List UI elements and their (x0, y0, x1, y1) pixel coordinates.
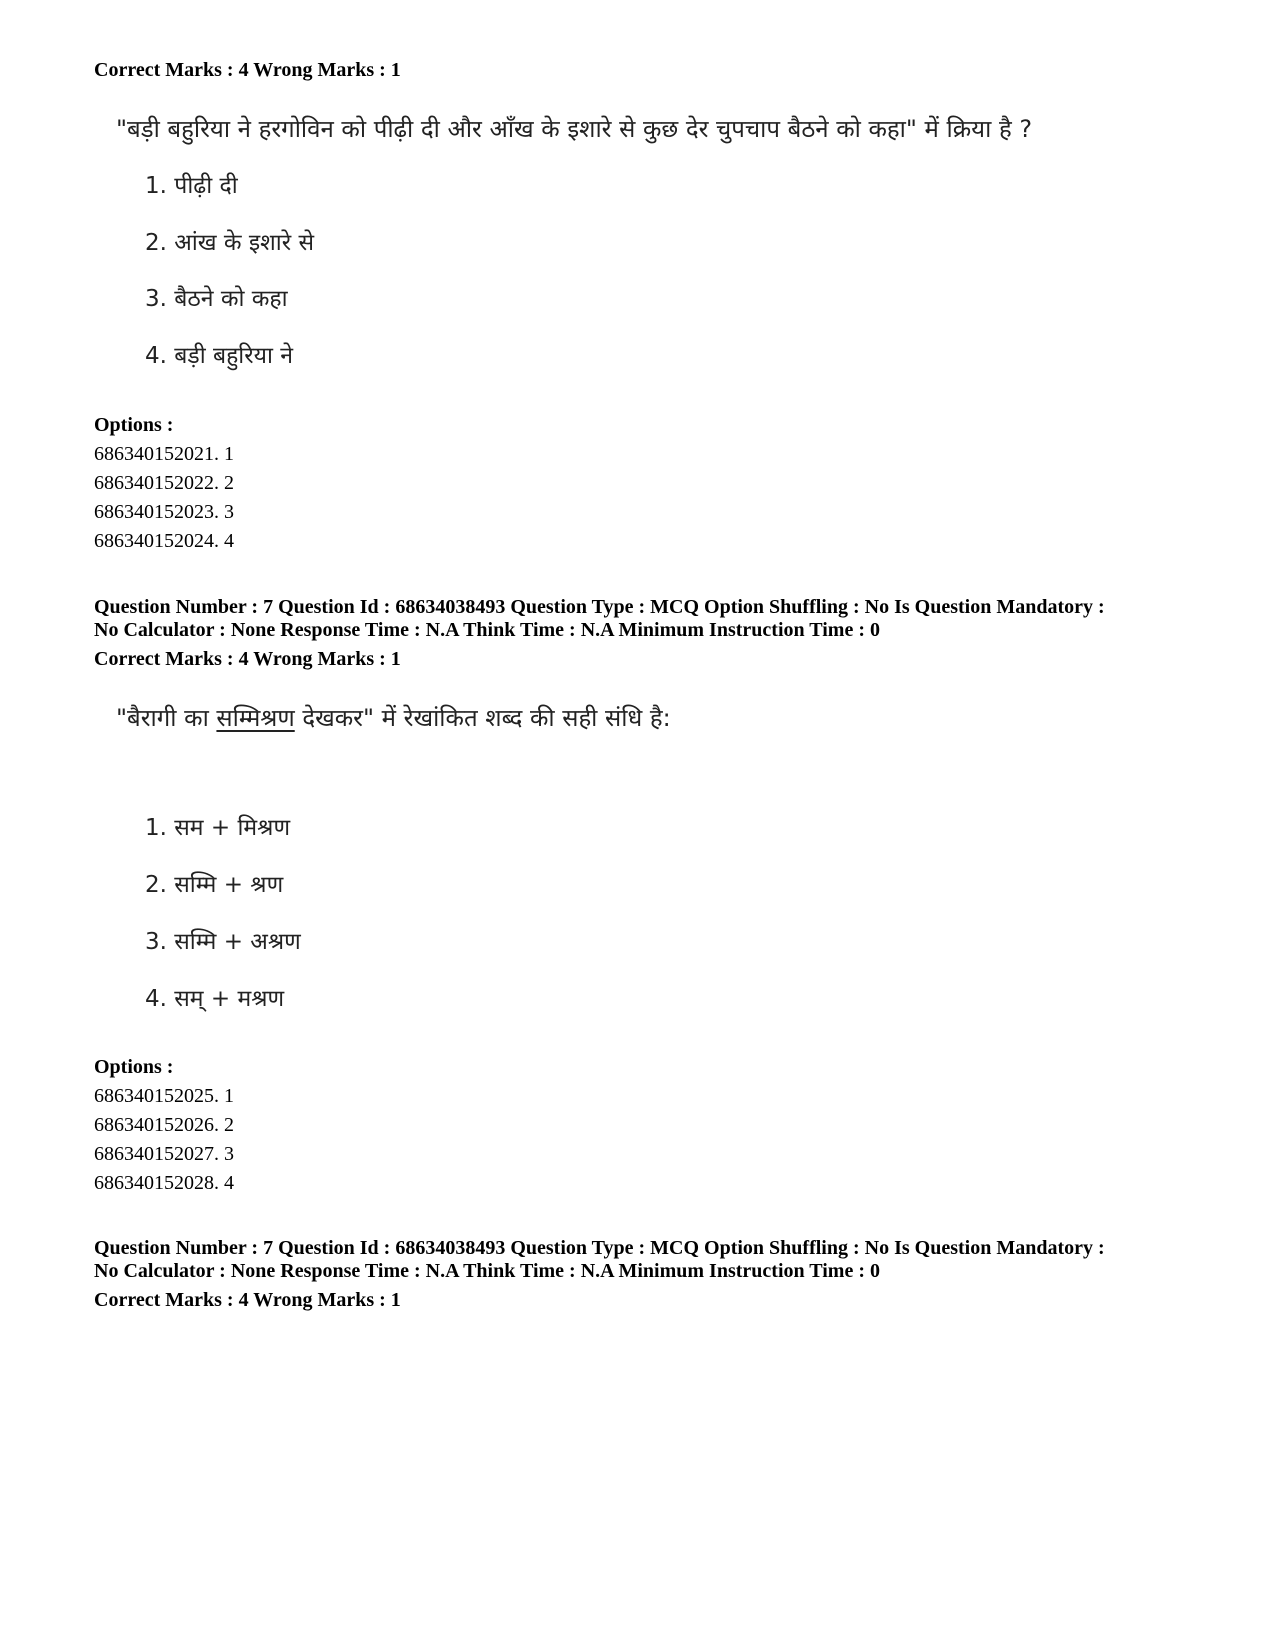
option-id-row: 686340152023. 3 (94, 501, 234, 523)
answer-choice: 4. बड़ी बहुरिया ने (145, 343, 294, 369)
marks-line: Correct Marks : 4 Wrong Marks : 1 (94, 648, 401, 670)
marks-line: Correct Marks : 4 Wrong Marks : 1 (94, 1289, 401, 1311)
question-header-line: No Calculator : None Response Time : N.A Think Time : N.A Minimum Instruction Time : 0 (94, 619, 880, 641)
answer-choice: 2. आंख के इशारे से (145, 230, 315, 256)
question-header-line: No Calculator : None Response Time : N.A Think Time : N.A Minimum Instruction Time : 0 (94, 1260, 880, 1282)
question-text (116, 113, 1032, 145)
question-header-line: Question Number : 7 Question Id : 68634038493 Question Type : MCQ Option Shuffling : No Is Question Mandatory : (94, 1237, 1105, 1259)
question-text-prefix: "बड़ी बहुरिया ने हरगोविन को पीढ़ी दी और आँख के इशारे से कुछ देर चुपचाप बैठने को कहा" में क्रिया है ? (116, 115, 1033, 143)
question-text-prefix: "बैरागी का (116, 704, 217, 732)
options-label: Options : (94, 1056, 174, 1078)
answer-choice: 1. सम + मिश्रण (145, 815, 291, 841)
marks-line: Correct Marks : 4 Wrong Marks : 1 (94, 59, 401, 81)
option-id-row: 686340152027. 3 (94, 1143, 234, 1165)
option-id-row: 686340152021. 1 (94, 443, 234, 465)
option-id-row: 686340152028. 4 (94, 1172, 234, 1194)
answer-choice: 3. सम्मि + अश्रण (145, 929, 301, 955)
underlined-word: सम्मिश्रण (216, 704, 295, 732)
option-id-row: 686340152022. 2 (94, 472, 234, 494)
answer-choice: 2. सम्मि + श्रण (145, 872, 284, 898)
answer-choice: 1. पीढ़ी दी (145, 173, 238, 199)
question-header-line: Question Number : 7 Question Id : 68634038493 Question Type : MCQ Option Shuffling : No Is Question Mandatory : (94, 596, 1105, 618)
option-id-row: 686340152025. 1 (94, 1085, 234, 1107)
answer-choice: 4. सम् + मश्रण (145, 986, 285, 1012)
question-text (116, 702, 671, 734)
options-label: Options : (94, 414, 174, 436)
question-text-suffix: देखकर" में रेखांकित शब्द की सही संधि है: (294, 704, 671, 732)
option-id-row: 686340152024. 4 (94, 530, 234, 552)
option-id-row: 686340152026. 2 (94, 1114, 234, 1136)
answer-choice: 3. बैठने को कहा (145, 286, 288, 312)
